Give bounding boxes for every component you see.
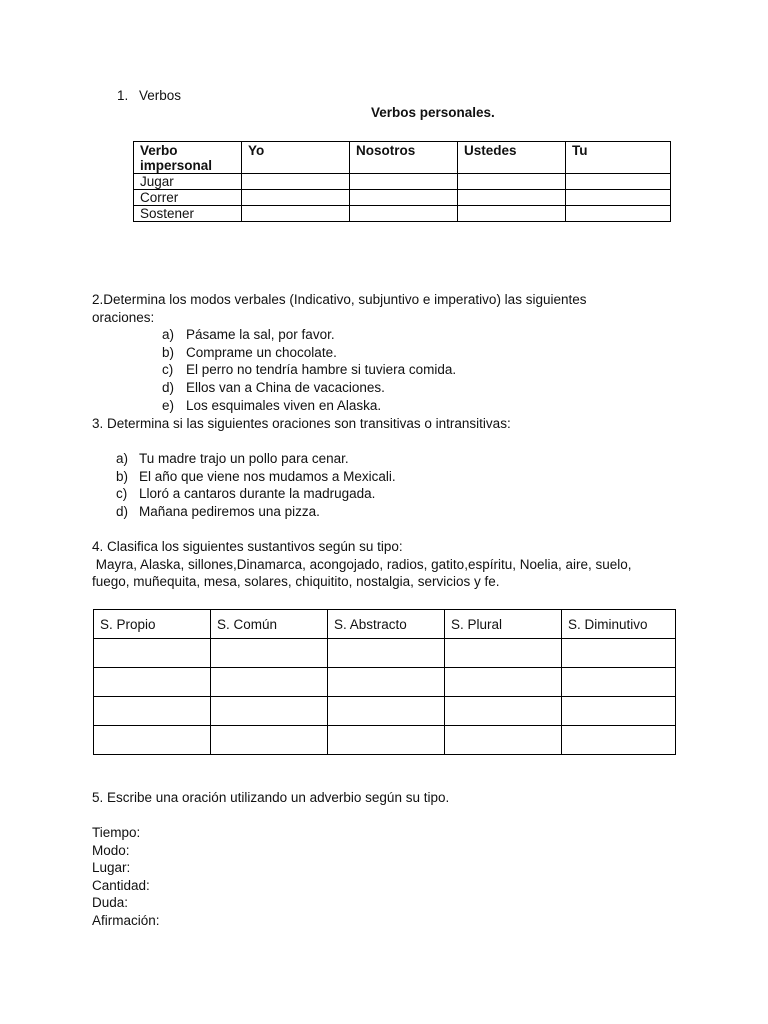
- header-s-diminutivo: S. Diminutivo: [562, 610, 676, 639]
- header-verbo-impersonal: Verbo impersonal: [134, 142, 242, 174]
- table-row: [94, 726, 676, 755]
- answer-cell[interactable]: [211, 697, 328, 726]
- answer-cell[interactable]: [94, 697, 211, 726]
- nouns-table-header-row: [94, 610, 676, 639]
- adverb-label-afirmacion: Afirmación:: [92, 913, 160, 928]
- section-1-label: Verbos: [139, 88, 182, 103]
- answer-cell[interactable]: [328, 697, 445, 726]
- verbs-table: [133, 141, 671, 222]
- section-5-title: 5. Escribe una oración utilizando un adverbio según su tipo.: [92, 790, 450, 805]
- list-marker: c): [162, 362, 174, 377]
- section-1-number: 1.: [117, 88, 129, 103]
- table-row: [94, 668, 676, 697]
- row-verb: Correr: [134, 190, 242, 206]
- header-s-plural: S. Plural: [445, 610, 562, 639]
- answer-cell[interactable]: [350, 206, 458, 222]
- list-marker: d): [116, 504, 129, 519]
- answer-cell[interactable]: [562, 668, 676, 697]
- list-item: Comprame un chocolate.: [186, 345, 337, 360]
- answer-cell[interactable]: [445, 697, 562, 726]
- answer-cell[interactable]: [562, 639, 676, 668]
- answer-cell[interactable]: [94, 726, 211, 755]
- table-row: [134, 190, 671, 206]
- answer-cell[interactable]: [350, 174, 458, 190]
- answer-cell[interactable]: [94, 668, 211, 697]
- table-row: [134, 206, 671, 222]
- list-item: El año que viene nos mudamos a Mexicali.: [139, 469, 396, 484]
- answer-cell[interactable]: [458, 174, 566, 190]
- answer-cell[interactable]: [242, 174, 350, 190]
- row-verb: Sostener: [134, 206, 242, 222]
- list-marker: b): [162, 345, 175, 360]
- list-item: Ellos van a China de vacaciones.: [186, 380, 385, 395]
- table-row: [94, 639, 676, 668]
- adverb-label-duda: Duda:: [92, 895, 129, 910]
- answer-cell[interactable]: [566, 174, 671, 190]
- answer-cell[interactable]: [458, 190, 566, 206]
- verbs-table-header-row: [134, 142, 671, 174]
- answer-cell[interactable]: [211, 726, 328, 755]
- list-marker: a): [162, 327, 175, 342]
- header-tu: Tu: [566, 142, 671, 174]
- section-4-title: 4. Clasifica los siguientes sustantivos según su tipo:: [92, 539, 403, 554]
- nouns-list-line-1: Mayra, Alaska, sillones,Dinamarca, acongojado, radios, gatito,espíritu, Noelia, aire, suelo,: [92, 557, 632, 572]
- answer-cell[interactable]: [445, 668, 562, 697]
- answer-cell[interactable]: [562, 697, 676, 726]
- answer-cell[interactable]: [328, 668, 445, 697]
- section-3-title: 3. Determina si las siguientes oraciones son transitivas o intransitivas:: [92, 416, 511, 431]
- header-nosotros: Nosotros: [350, 142, 458, 174]
- row-verb: Jugar: [134, 174, 242, 190]
- adverb-label-modo: Modo:: [92, 843, 130, 858]
- answer-cell[interactable]: [328, 726, 445, 755]
- list-marker: d): [162, 380, 175, 395]
- answer-cell[interactable]: [445, 639, 562, 668]
- answer-cell[interactable]: [328, 639, 445, 668]
- list-item: Tu madre trajo un pollo para cenar.: [139, 451, 349, 466]
- list-item: Mañana pediremos una pizza.: [139, 504, 320, 519]
- answer-cell[interactable]: [445, 726, 562, 755]
- list-item: Pásame la sal, por favor.: [186, 327, 335, 342]
- header-s-abstracto: S. Abstracto: [328, 610, 445, 639]
- nouns-table: [93, 609, 676, 755]
- answer-cell[interactable]: [562, 726, 676, 755]
- list-marker: b): [116, 469, 129, 484]
- header-s-comun: S. Común: [211, 610, 328, 639]
- answer-cell[interactable]: [94, 639, 211, 668]
- list-marker: e): [162, 398, 175, 413]
- header-s-propio: S. Propio: [94, 610, 211, 639]
- list-marker: c): [116, 486, 128, 501]
- answer-cell[interactable]: [566, 206, 671, 222]
- answer-cell[interactable]: [458, 206, 566, 222]
- adverb-label-tiempo: Tiempo:: [92, 825, 141, 840]
- table-row: [94, 697, 676, 726]
- answer-cell[interactable]: [242, 206, 350, 222]
- nouns-list-line-2: fuego, muñequita, mesa, solares, chiquitito, nostalgia, servicios y fe.: [92, 574, 500, 589]
- answer-cell[interactable]: [211, 668, 328, 697]
- list-marker: a): [116, 451, 129, 466]
- list-item: El perro no tendría hambre si tuviera comida.: [186, 362, 457, 377]
- header-yo: Yo: [242, 142, 350, 174]
- section-2-title-line-2: oraciones:: [92, 310, 155, 325]
- answer-cell[interactable]: [566, 190, 671, 206]
- list-item: Lloró a cantaros durante la madrugada.: [139, 486, 376, 501]
- list-item: Los esquimales viven en Alaska.: [186, 398, 382, 413]
- table-row: [134, 174, 671, 190]
- section-2-title-line-1: 2.Determina los modos verbales (Indicativo, subjuntivo e imperativo) las siguientes: [92, 292, 587, 307]
- header-ustedes: Ustedes: [458, 142, 566, 174]
- adverb-label-cantidad: Cantidad:: [92, 878, 150, 893]
- adverb-label-lugar: Lugar:: [92, 860, 131, 875]
- verbs-table-title: Verbos personales.: [371, 105, 495, 120]
- answer-cell[interactable]: [350, 190, 458, 206]
- answer-cell[interactable]: [242, 190, 350, 206]
- answer-cell[interactable]: [211, 639, 328, 668]
